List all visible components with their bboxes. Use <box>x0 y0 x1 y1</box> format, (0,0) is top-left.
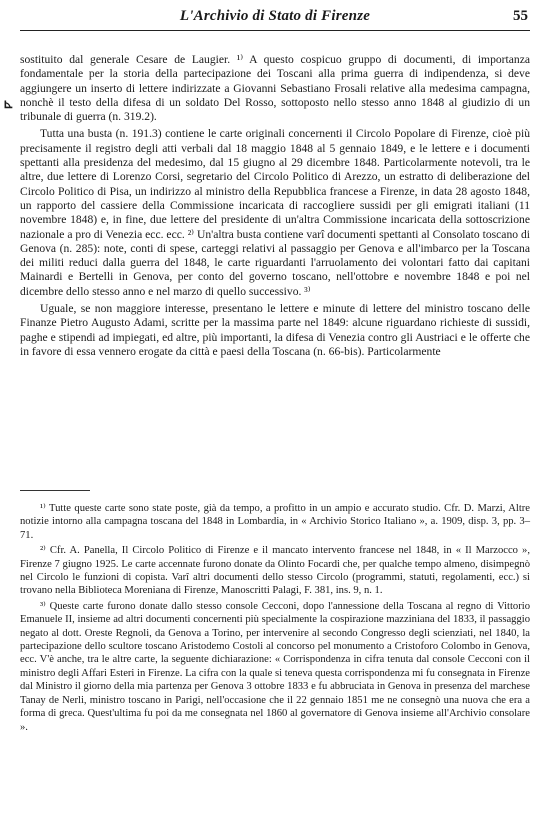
paragraph-3: Uguale, se non maggiore interesse, presentano le lettere e minute di lettere del ministro toscano delle Finanze Pietro Augusto Adami, scritte per la massima parte nel 1849: alcune riguardano richieste di sussidi, paghe e stipendi ad impiegati, ed altre, più importanti, la difesa di Venezia contro gli Austriaci e le offerte che in favore di essa vennero erogate da città e paesi della Toscana (n. 66-bis). Particolarmente <box>20 302 530 358</box>
paragraph-1: sostituito dal generale Cesare de Laugier. ¹⁾ A questo cospicuo gruppo di documenti, di importanza fondamentale per la storia della partecipazione dei Toscani alla prima guerra di indipendenza, si deve aggiungere un inserto di lettere indirizzate a Giovanni Sebastiano Frosali relative alla medesima campagna, nonchè il testo della difesa di un soldato Del Rosso, sottoposto nello stesso anno 1848 al giudizio di un tribunale di guerra (n. 319.2). <box>20 53 530 124</box>
paragraph-2: Tutta una busta (n. 191.3) contiene le carte originali concernenti il Circolo Popolare di Firenze, cioè più precisamente il registro degli atti verbali dal 18 maggio 1848 al 5 gennaio 1849, e le lettere e i documenti spettanti alla presidenza del medesimo, dal 15 giugno al 29 dicembre 1848. Particolarmente notevoli, tra le altre, due lettere di Lorenzo Corsi, segretario del Circolo Politico di Arezzo, un estratto di deliberazione del Circolo Politico di Pisa, un indirizzo al ministro della Repubblica francese a Firenze, in data 28 agosto 1848, un rapporto del cassiere della Commissione incaricata di raccogliere sussidi per gli emigrati italiani (11 novembre 1848) e, in fine, due lettere del presidente di un'altra Commissione incaricata della sottoscrizione nazionale a pro di Venezia ecc. ecc. ²⁾ Un'altra busta contiene varî documenti spettanti al Consolato toscano di Genova (n. 285): note, conti di spese, carteggi relativi al passaggio per Genova e all'imbarco per la Toscana dei militi reduci dalla guerra del 1848, le carte riguardanti l'arruolamento dei volontari fatto dai capitani Mainardi e Bertelli in Genova, per conto del governo toscano, nell'ottobre e novembre 1848 e poi nel dicembre dello stesso anno e nel marzo di quello successivo. ³⁾ <box>20 127 530 298</box>
footnotes <box>20 502 530 736</box>
margin-mark: ⊾ <box>3 96 14 111</box>
page-number: 55 <box>513 8 528 24</box>
page-header <box>20 6 530 31</box>
footnote-1: ¹⁾ Tutte queste carte sono state poste, già da tempo, a profitto in un ampio e accurato studio. Cfr. D. Marzi, Altre notizie intorno alla campagna toscana del 1848 in Lombardia, in « Archivio Storico Italiano », a. 1909, disp. 3, pp. 3–71. <box>20 503 530 541</box>
footnote-2: ²⁾ Cfr. A. Panella, Il Circolo Politico di Firenze e il mancato intervento francese nel 1848, in « Il Marzocco », Firenze 7 giugno 1925. Le carte accennate furono donate da Olinto Focardi che, per qualche tempo almeno, disimpegnò nel Circolo le funzioni di copista. Varî altri documenti dello stesso Circolo (programmi, statuti, regolamenti, ecc.) si trovano nella Biblioteca Moreniana di Firenze, Manoscritti Palagi, F. 381, ins. 9, n. 1. <box>20 545 530 597</box>
footnote-separator <box>20 490 90 491</box>
footnote-3: ³⁾ Queste carte furono donate dallo stesso console Cecconi, dopo l'annessione della Toscana al regno di Vittorio Emanuele II, insieme ad altri documenti concernenti più specialmente la cospirazione mazziniana del 1833, il passaggio negato al dott. Oreste Regnoli, da Genova a Torino, per intervenire al secondo Congresso degli scienziati, nel 1840, la partecipazione dello scultore toscano Aristodemo Costoli al concorso pel monumento a Cristoforo Colombo in Genova, ecc. V'è anche, tra le altre carte, la seguente dichiarazione: « Corrispondenza in cifra tenuta dal console Cecconi con il ministro degli Affari Esteri in Firenze. La cifra con la quale si teneva questa corrispondenza mi fu consegnata in Firenze dal Ministro il giorno della mia partenza per Genova 3 ottobre 1833 e fu abbruciata in Genova in presenza del marchese Tanay de Nerli, ministro toscano in Parigi, nell'occasione che il 22 gennaio 1851 me ne consegnò una nuova che era a forma di greca. Quest'ultima fu poi da me consegnata nel 1860 al governatore di Genova insieme all'Archivio consolare ». <box>20 600 530 733</box>
main-text <box>20 53 530 362</box>
running-title: L'Archivio di Stato di Firenze <box>179 8 371 24</box>
